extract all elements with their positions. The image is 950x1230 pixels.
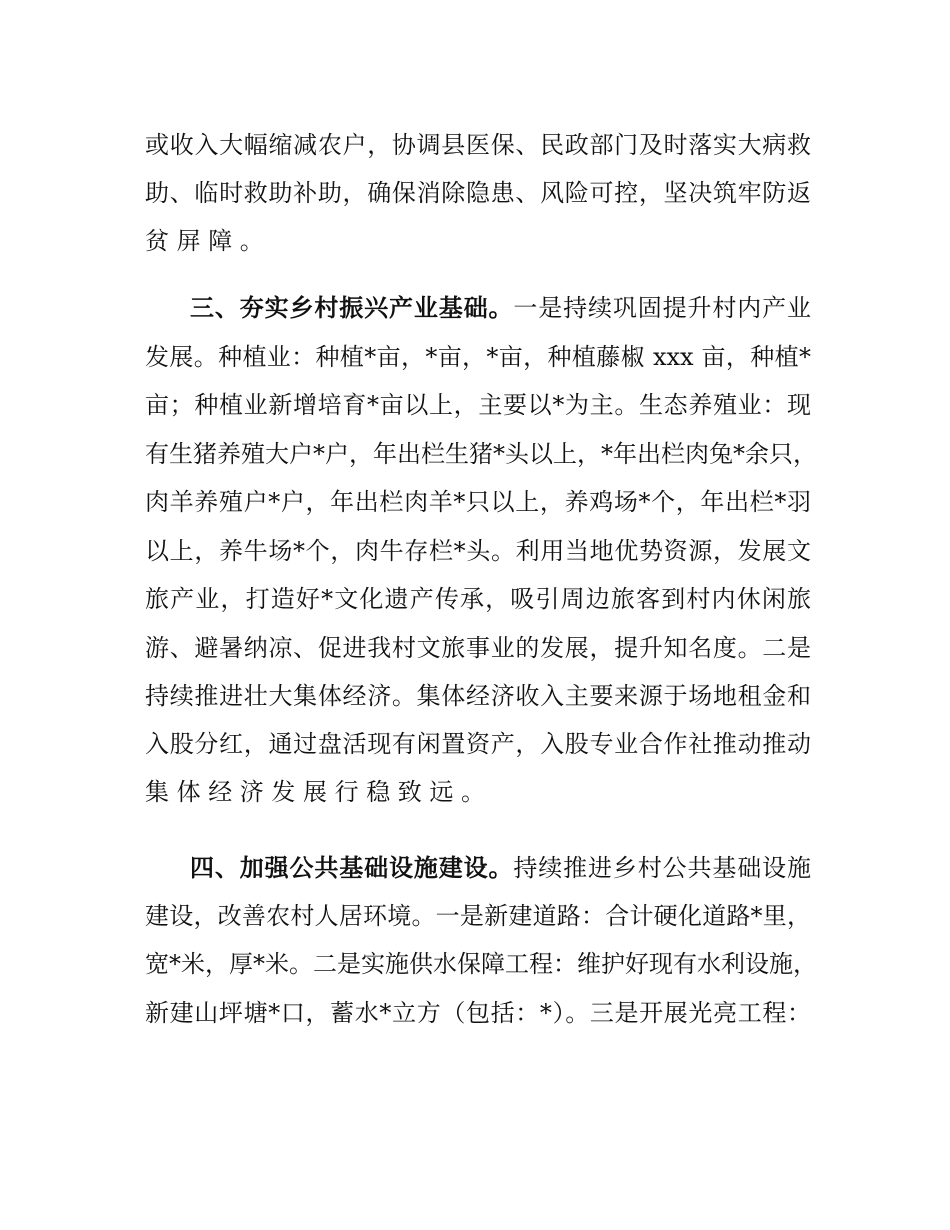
section-3-line-7: 旅产业，打造好*文化遗产传承，吸引周边旅客到村内休闲旅 bbox=[145, 585, 811, 613]
section-3-heading: 三、夯实乡村振兴产业基础。 bbox=[190, 294, 514, 322]
section-3-line-8: 游、避暑纳凉、促进我村文旅事业的发展，提升知名度。二是 bbox=[145, 634, 811, 662]
paragraph-2-line-3: 贫屏障。 bbox=[145, 227, 272, 255]
section-3-line-1 bbox=[190, 291, 811, 325]
section-4-line-4: 新建山坪塘*口，蓄水*立方（包括：*）。三是开展光亮工程： bbox=[145, 999, 811, 1027]
section-4-text: 持续推进乡村公共基础设施 bbox=[513, 854, 811, 882]
section-3-line-5: 肉羊养殖户*户，年出栏肉羊*只以上，养鸡场*个，年出栏*羽 bbox=[145, 488, 811, 516]
section-3-line-10: 入股分红，通过盘活现有闲置资产，入股专业合作社推动推动 bbox=[145, 730, 811, 758]
section-3-line-3: 亩；种植业新增培育*亩以上，主要以*为主。生态养殖业：现 bbox=[145, 391, 811, 419]
section-3-text: 一是持续巩固提升村内产业 bbox=[513, 294, 811, 322]
paragraph-2-line-2: 助、临时救助补助，确保消除隐患、风险可控，坚决筑牢防返 bbox=[145, 179, 811, 207]
section-3-line-6: 以上，养牛场*个，肉牛存栏*头。利用当地优势资源，发展文 bbox=[145, 537, 811, 565]
section-4-line-3: 宽*米，厚*米。二是实施供水保障工程：维护好现有水利设施， bbox=[145, 950, 817, 978]
section-3-line-2: 发展。种植业：种植*亩，*亩，*亩，种植藤椒 xxx 亩，种植* bbox=[145, 343, 811, 371]
section-3-line-4: 有生猪养殖大户*户，年出栏生猪*头以上，*年出栏肉兔*余只， bbox=[145, 440, 817, 468]
section-3-line-9: 持续推进壮大集体经济。集体经济收入主要来源于场地租金和 bbox=[145, 682, 811, 710]
section-3-line-11: 集体经济发展行稳致远。 bbox=[145, 778, 493, 806]
section-4-heading: 四、加强公共基础设施建设。 bbox=[190, 854, 514, 882]
paragraph-2-line-1: 或收入大幅缩减农户，协调县医保、民政部门及时落实大病救 bbox=[145, 131, 811, 159]
section-4-line-2: 建设，改善农村人居环境。一是新建道路：合计硬化道路*里， bbox=[145, 902, 811, 930]
section-4-line-1 bbox=[190, 851, 811, 885]
